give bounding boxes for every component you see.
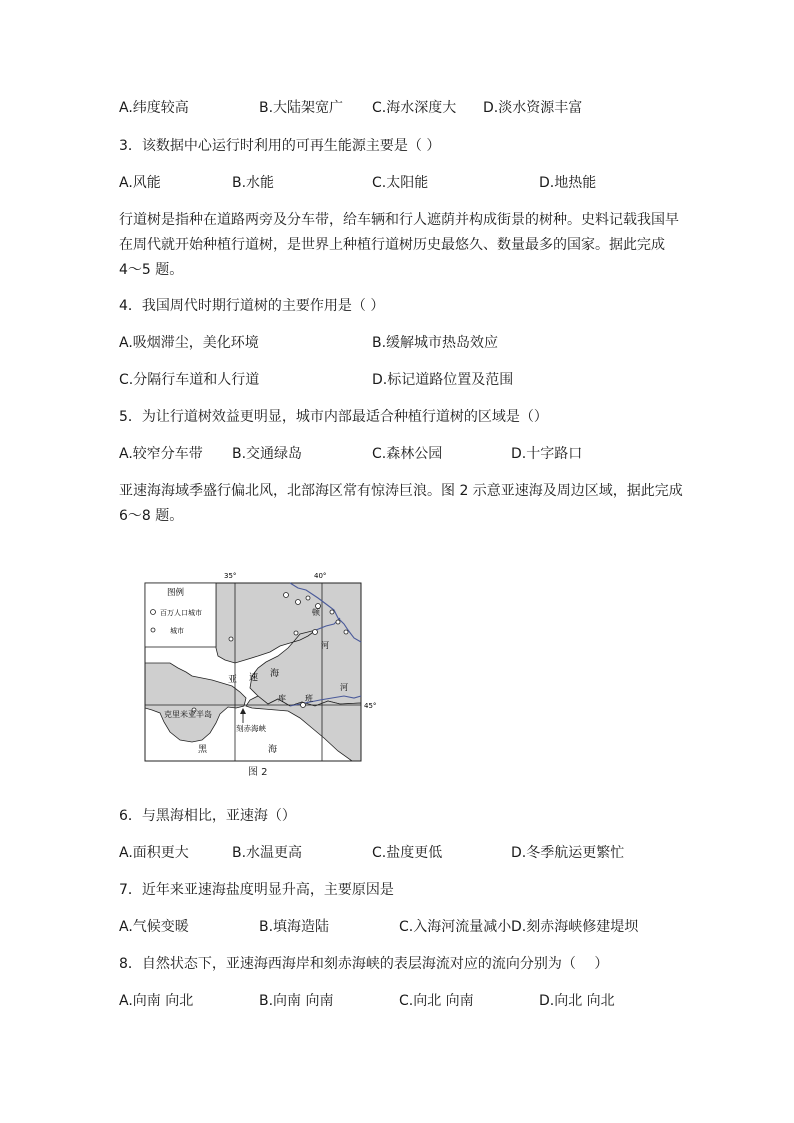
label-kuban-2: 班: [305, 694, 313, 703]
city-taganrog: [294, 631, 298, 635]
figure-caption: 图 2: [248, 767, 268, 778]
q7-stem: 7．近年来亚速海盐度明显升高，主要原因是: [119, 882, 394, 898]
city-rostov: [313, 630, 318, 635]
q6-option-d: D.冬季航运更繁忙: [511, 845, 625, 861]
q7-option-c: C.入海河流量减小: [399, 919, 512, 935]
q6-option-c: C.盐度更低: [372, 845, 443, 861]
label-black-1: 黑: [198, 745, 208, 755]
label-don-1: 顿: [312, 608, 320, 617]
passage1-line-3: 4～5 题。: [119, 262, 184, 278]
city-3: [336, 620, 340, 624]
city-4: [344, 630, 348, 634]
q5-option-c: C.森林公园: [372, 446, 443, 462]
q3-option-b: B.水能: [232, 175, 275, 191]
q4-option-b: B.缓解城市热岛效应: [372, 335, 499, 351]
legend-million-city-label: 百万人口城市: [160, 609, 202, 617]
q8-option-b: B.向南 向南: [259, 993, 334, 1009]
label-crimea: 克里米亚半岛: [164, 710, 212, 719]
passage1-line-1: 行道树是指种在道路两旁及分车带，给车辆和行人遮荫并构成街景的树种。史料记载我国早: [119, 212, 679, 228]
legend-million-city-symbol: [151, 610, 156, 615]
label-black-2: 海: [268, 745, 278, 755]
q7-option-b: B.填海造陆: [259, 919, 330, 935]
label-azov-3: 海: [270, 669, 280, 679]
lon-label-40: 40°: [314, 572, 327, 580]
q3-option-c: C.太阳能: [372, 175, 429, 191]
passage1-line-2: 在周代就开始种植行道树，是世界上种植行道树历史最悠久、数量最多的国家。据此完成: [119, 237, 665, 253]
q5-option-a: A.较窄分车带: [119, 446, 203, 462]
q3-option-a: A.风能: [119, 175, 161, 191]
q4-option-d: D.标记道路位置及范围: [372, 372, 514, 388]
azov-sea-map: [140, 568, 377, 783]
q5-option-b: B.交通绿岛: [232, 446, 303, 462]
q8-option-d: D.向北 向北: [539, 993, 615, 1009]
q4-stem: 4．我国周代时期行道树的主要作用是（ ）: [119, 298, 385, 314]
label-kuban-3: 河: [340, 683, 348, 692]
q3-option-d: D.地热能: [539, 175, 597, 191]
q2-option-d: D.淡水资源丰富: [483, 100, 583, 116]
q4-option-a: A.吸烟滞尘，美化环境: [119, 335, 259, 351]
q5-option-d: D.十字路口: [511, 446, 583, 462]
q6-option-a: A.面积更大: [119, 845, 189, 861]
q7-option-a: A.气候变暖: [119, 919, 189, 935]
q7-option-d: D.刻赤海峡修建堤坝: [511, 919, 639, 935]
q8-option-a: A.向南 向北: [119, 993, 194, 1009]
city-2: [330, 610, 334, 614]
city-1: [306, 596, 310, 600]
lon-label-35: 35°: [224, 572, 237, 580]
lat-label-45: 45°: [364, 702, 377, 710]
q8-option-c: C.向北 向南: [399, 993, 474, 1009]
q6-option-b: B.水温更高: [232, 845, 303, 861]
label-azov-1: 亚: [228, 675, 238, 685]
label-azov-2: 速: [249, 673, 259, 683]
city-krasnodar: [301, 703, 306, 708]
q2-option-b: B.大陆架宽广: [259, 100, 344, 116]
legend-city-label: 城市: [170, 627, 184, 635]
label-don-2: 河: [321, 641, 329, 650]
q5-stem: 5．为让行道树效益更明显，城市内部最适合种植行道树的区域是（）: [119, 409, 548, 425]
q2-option-a: A.纬度较高: [119, 100, 189, 116]
label-kerch: 刻赤海峡: [236, 724, 266, 733]
city-5: [229, 637, 233, 641]
q3-stem: 3．该数据中心运行时利用的可再生能源主要是（ ）: [119, 138, 441, 154]
passage2-line-1: 亚速海海域季盛行偏北风，北部海区常有惊涛巨浪。图 2 示意亚速海及周边区域，据此完成: [119, 483, 683, 499]
q2-option-c: C.海水深度大: [372, 100, 457, 116]
city-million-2: [296, 600, 301, 605]
city-million-1: [284, 593, 289, 598]
passage2-line-2: 6～8 题。: [119, 508, 184, 524]
q6-stem: 6．与黑海相比，亚速海（）: [119, 808, 296, 824]
label-kuban-1: 库: [278, 694, 286, 703]
legend-city-symbol: [151, 628, 155, 632]
q8-stem: 8．自然状态下，亚速海西海岸和刻赤海峡的表层海流对应的流向分别为（ ）: [119, 956, 609, 972]
legend-title: 图例: [167, 588, 185, 598]
q4-option-c: C.分隔行车道和人行道: [119, 372, 260, 388]
